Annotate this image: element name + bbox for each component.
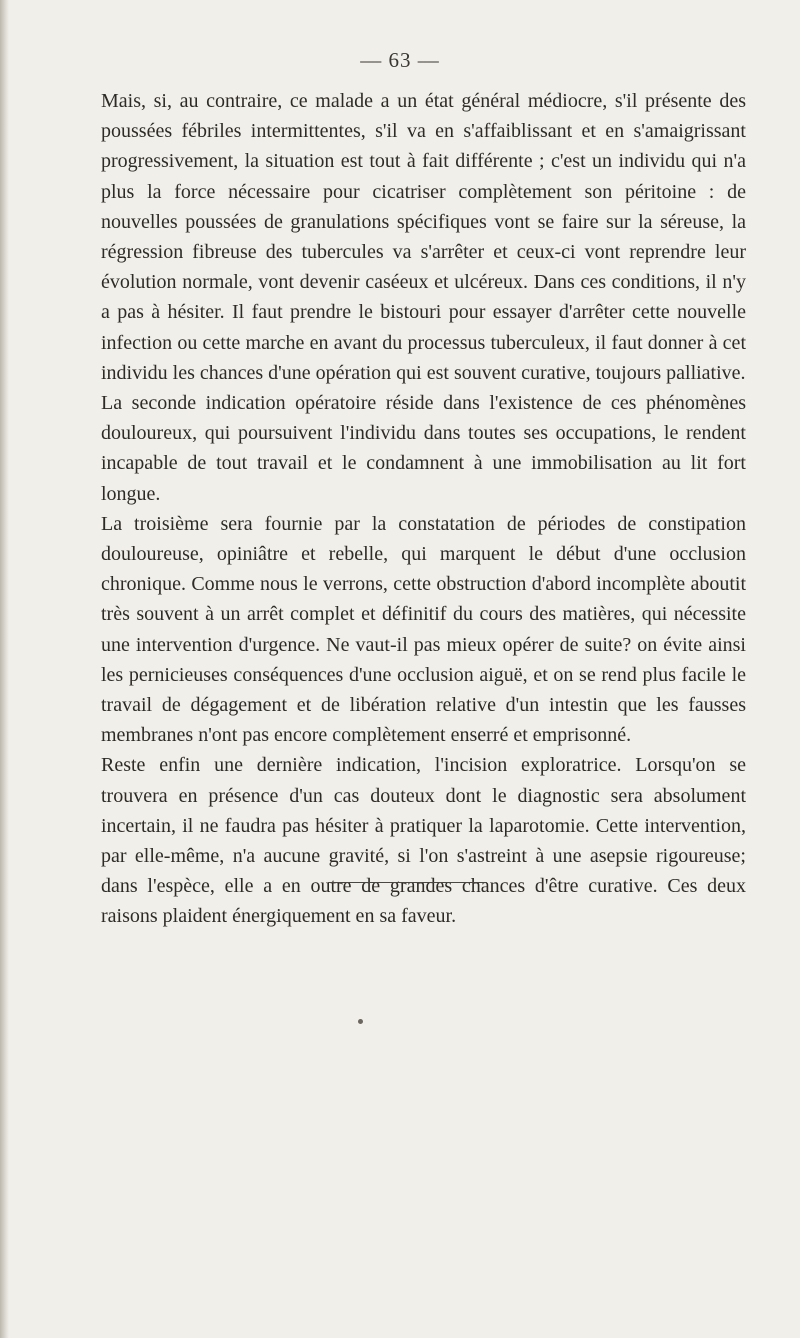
paragraph-4: Reste enfin une dernière indication, l'incision exploratrice. Lorsqu'on se trouvera en présence d'un cas douteux dont le diagnostic sera absolument incertain, il ne faudra pas hésiter à pratiquer la laparotomie. Cette intervention, par elle-même, n'a aucune gravité, si l'on s'astreint à une asepsie rigoureuse; dans l'espèce, elle a en outre de grandes chances d'être curative. Ces deux raisons plaident énergiquement en sa faveur. [101,754,746,928]
ink-speck [358,1019,363,1024]
paragraph-2: La seconde indication opératoire réside dans l'existence de ces phénomènes douloureux, qui poursuivent l'individu dans toutes ses occupations, le rendent incapable de tout travail et le condamnent à une immobilisation au lit fort longue. [101,392,746,505]
body-text [101,86,746,932]
section-divider-rule [328,882,487,883]
page-gutter-shadow [0,0,9,1338]
paragraph-1: Mais, si, au contraire, ce malade a un état général médiocre, s'il présente des poussées fébriles intermittentes, s'il va en s'affaiblissant et en s'amaigrissant progressivement, la situation est tout à fait différente ; c'est un individu qui n'a plus la force nécessaire pour cicatriser complètement son péritoine : de nouvelles poussées de granulations spécifiques vont se faire sur la séreuse, la régression fibreuse des tubercules va s'arrêter et ceux-ci vont reprendre leur évolution normale, vont devenir caséeux et ulcéreux. Dans ces conditions, il n'y a pas à hésiter. Il faut prendre le bistouri pour essayer d'arrêter cette nouvelle infection ou cette marche en avant du processus tuberculeux, il faut donner à cet individu les chances d'une opération qui est souvent curative, toujours palliative. [101,90,746,384]
page-number: — 63 — [360,48,440,72]
paragraph-3: La troisième sera fournie par la constatation de périodes de constipation douloureuse, opiniâtre et rebelle, qui marquent le début d'une occlusion chronique. Comme nous le verrons, cette obstruction d'abord incomplète aboutit très souvent à un arrêt complet et définitif du cours des matières, qui nécessite une intervention d'urgence. Ne vaut-il pas mieux opérer de suite? on évite ainsi les pernicieuses conséquences d'une occlusion aiguë, et on se rend plus facile le travail de dégagement et de libération relative d'un intestin que les fausses membranes n'ont pas encore complètement enserré et emprisonné. [101,512,746,747]
